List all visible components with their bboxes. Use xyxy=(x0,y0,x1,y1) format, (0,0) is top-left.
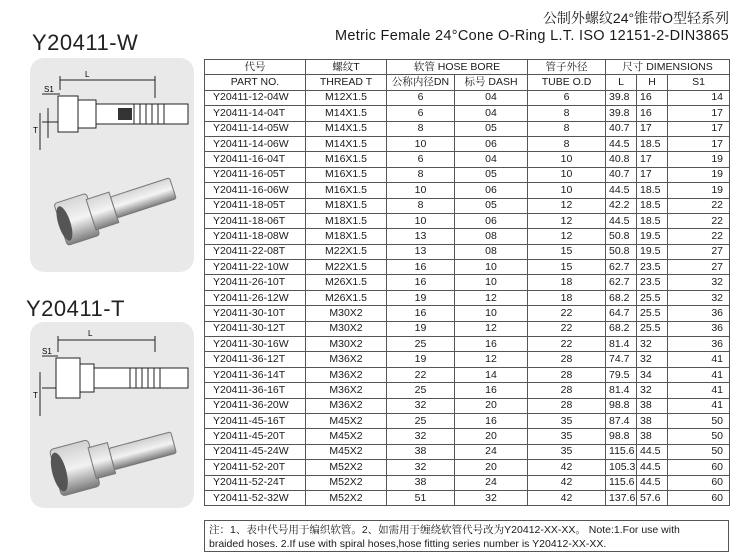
cell-thread: M22X1.5 xyxy=(306,244,387,259)
cell-l: 39.8 xyxy=(606,106,637,121)
footnote-line-2: braided hoses. 2.If use with spiral hoses,hose fitting series number is Y20412-XX-XX. xyxy=(209,538,607,550)
cell-thread: M45X2 xyxy=(306,413,387,428)
cell-s1: 41 xyxy=(668,367,730,382)
cell-dn: 25 xyxy=(387,337,455,352)
table-row xyxy=(205,367,730,382)
cell-l: 42.2 xyxy=(606,198,637,213)
cell-l: 40.8 xyxy=(606,152,637,167)
cell-dash: 12 xyxy=(455,321,528,336)
cell-part-no: Y20411-16-04T xyxy=(205,152,306,167)
cell-dash: 04 xyxy=(455,152,528,167)
cell-thread: M36X2 xyxy=(306,398,387,413)
cell-thread: M16X1.5 xyxy=(306,167,387,182)
col-hose-bore: 软管 HOSE BORE xyxy=(387,60,528,75)
cell-thread: M16X1.5 xyxy=(306,152,387,167)
cell-dash: 05 xyxy=(455,121,528,136)
col-l: L xyxy=(606,75,637,90)
cell-part-no: Y20411-30-16W xyxy=(205,337,306,352)
cell-thread: M52X2 xyxy=(306,475,387,490)
cell-dn: 16 xyxy=(387,306,455,321)
cell-h: 18.5 xyxy=(637,183,668,198)
product-panel-w xyxy=(30,58,194,272)
table-row xyxy=(205,475,730,490)
cell-dn: 38 xyxy=(387,475,455,490)
cell-dn: 32 xyxy=(387,460,455,475)
cell-tube: 6 xyxy=(528,90,606,105)
cell-l: 40.7 xyxy=(606,167,637,182)
cell-dn: 19 xyxy=(387,352,455,367)
cell-dn: 25 xyxy=(387,383,455,398)
cell-part-no: Y20411-14-04T xyxy=(205,106,306,121)
table-row xyxy=(205,460,730,475)
cell-h: 38 xyxy=(637,413,668,428)
cell-s1: 19 xyxy=(668,167,730,182)
title-english: Metric Female 24°Cone O-Ring L.T. ISO 12151-2-DIN3865 xyxy=(334,28,729,44)
table-row xyxy=(205,260,730,275)
footnote xyxy=(204,520,729,552)
cell-s1: 36 xyxy=(668,321,730,336)
cell-tube: 12 xyxy=(528,229,606,244)
cell-part-no: Y20411-12-04W xyxy=(205,90,306,105)
table-row xyxy=(205,90,730,105)
table-row xyxy=(205,398,730,413)
col-s1: S1 xyxy=(668,75,730,90)
col-thread: THREAD T xyxy=(306,75,387,90)
cell-dn: 19 xyxy=(387,321,455,336)
cell-tube: 28 xyxy=(528,383,606,398)
cell-dn: 13 xyxy=(387,244,455,259)
cell-dash: 20 xyxy=(455,429,528,444)
cell-l: 44.5 xyxy=(606,136,637,151)
cell-dn: 8 xyxy=(387,198,455,213)
cell-s1: 22 xyxy=(668,198,730,213)
cell-dash: 24 xyxy=(455,475,528,490)
cell-tube: 35 xyxy=(528,444,606,459)
cell-part-no: Y20411-14-06W xyxy=(205,136,306,151)
cell-h: 25.5 xyxy=(637,306,668,321)
cell-tube: 28 xyxy=(528,367,606,382)
cell-tube: 12 xyxy=(528,198,606,213)
table-row xyxy=(205,136,730,151)
cell-tube: 28 xyxy=(528,398,606,413)
cell-s1: 41 xyxy=(668,352,730,367)
cell-part-no: Y20411-45-24W xyxy=(205,444,306,459)
cell-tube: 42 xyxy=(528,475,606,490)
cell-s1: 17 xyxy=(668,136,730,151)
cell-l: 68.2 xyxy=(606,290,637,305)
cell-part-no: Y20411-45-20T xyxy=(205,429,306,444)
cell-part-no: Y20411-18-08W xyxy=(205,229,306,244)
cell-part-no: Y20411-16-06W xyxy=(205,183,306,198)
cell-tube: 28 xyxy=(528,352,606,367)
cell-l: 50.8 xyxy=(606,244,637,259)
cell-dn: 6 xyxy=(387,106,455,121)
cell-dash: 32 xyxy=(455,490,528,505)
cell-thread: M14X1.5 xyxy=(306,121,387,136)
cell-thread: M14X1.5 xyxy=(306,106,387,121)
cell-h: 25.5 xyxy=(637,321,668,336)
fitting-drawing-t xyxy=(30,322,194,508)
cell-thread: M18X1.5 xyxy=(306,229,387,244)
cell-dash: 24 xyxy=(455,444,528,459)
cell-l: 105.3 xyxy=(606,460,637,475)
cell-h: 44.5 xyxy=(637,460,668,475)
cell-l: 98.8 xyxy=(606,398,637,413)
cell-part-no: Y20411-16-05T xyxy=(205,167,306,182)
cell-part-no: Y20411-30-10T xyxy=(205,306,306,321)
cell-l: 115.6 xyxy=(606,444,637,459)
col-dimensions: 尺寸 DIMENSIONS xyxy=(606,60,730,75)
col-dn: 公称内径DN xyxy=(387,75,455,90)
cell-thread: M36X2 xyxy=(306,352,387,367)
cell-part-no: Y20411-18-05T xyxy=(205,198,306,213)
cell-tube: 18 xyxy=(528,275,606,290)
cell-dash: 05 xyxy=(455,167,528,182)
cell-h: 16 xyxy=(637,106,668,121)
cell-part-no: Y20411-36-14T xyxy=(205,367,306,382)
cell-h: 18.5 xyxy=(637,136,668,151)
cell-l: 115.6 xyxy=(606,475,637,490)
cell-part-no: Y20411-18-06T xyxy=(205,213,306,228)
cell-dn: 16 xyxy=(387,275,455,290)
col-part-no: PART NO. xyxy=(205,75,306,90)
cell-tube: 18 xyxy=(528,290,606,305)
cell-dash: 20 xyxy=(455,398,528,413)
cell-thread: M45X2 xyxy=(306,444,387,459)
cell-tube: 35 xyxy=(528,413,606,428)
cell-part-no: Y20411-36-20W xyxy=(205,398,306,413)
cell-dash: 06 xyxy=(455,183,528,198)
cell-s1: 14 xyxy=(668,90,730,105)
cell-dn: 6 xyxy=(387,152,455,167)
cell-dash: 05 xyxy=(455,198,528,213)
cell-tube: 10 xyxy=(528,167,606,182)
cell-part-no: Y20411-36-16T xyxy=(205,383,306,398)
dim-label-s1-t: S1 xyxy=(42,347,52,356)
col-dash: 标号 DASH xyxy=(455,75,528,90)
cell-part-no: Y20411-22-10W xyxy=(205,260,306,275)
cell-part-no: Y20411-52-32W xyxy=(205,490,306,505)
cell-thread: M12X1.5 xyxy=(306,90,387,105)
cell-tube: 15 xyxy=(528,244,606,259)
cell-s1: 27 xyxy=(668,260,730,275)
cell-dash: 20 xyxy=(455,460,528,475)
cell-h: 38 xyxy=(637,429,668,444)
cell-thread: M26X1.5 xyxy=(306,290,387,305)
cell-h: 44.5 xyxy=(637,475,668,490)
cell-dash: 16 xyxy=(455,413,528,428)
model-title-w: Y20411-W xyxy=(32,30,139,55)
cell-part-no: Y20411-36-12T xyxy=(205,352,306,367)
cell-dash: 08 xyxy=(455,229,528,244)
cell-dash: 14 xyxy=(455,367,528,382)
cell-dn: 6 xyxy=(387,90,455,105)
dim-label-t-t: T xyxy=(33,391,38,400)
cell-h: 38 xyxy=(637,398,668,413)
cell-tube: 10 xyxy=(528,152,606,167)
table-row xyxy=(205,290,730,305)
cell-dn: 32 xyxy=(387,429,455,444)
cell-tube: 10 xyxy=(528,183,606,198)
cell-h: 32 xyxy=(637,383,668,398)
cell-l: 62.7 xyxy=(606,275,637,290)
cell-tube: 8 xyxy=(528,106,606,121)
cell-l: 44.5 xyxy=(606,213,637,228)
cell-dash: 06 xyxy=(455,213,528,228)
table-row xyxy=(205,275,730,290)
dim-label-l-t: L xyxy=(88,329,93,338)
cell-part-no: Y20411-45-16T xyxy=(205,413,306,428)
cell-dn: 25 xyxy=(387,413,455,428)
cell-h: 18.5 xyxy=(637,213,668,228)
cell-tube: 42 xyxy=(528,460,606,475)
cell-s1: 36 xyxy=(668,337,730,352)
cell-s1: 60 xyxy=(668,475,730,490)
table-row xyxy=(205,337,730,352)
cell-s1: 41 xyxy=(668,398,730,413)
cell-thread: M52X2 xyxy=(306,490,387,505)
cell-l: 64.7 xyxy=(606,306,637,321)
cell-l: 39.8 xyxy=(606,90,637,105)
cell-thread: M16X1.5 xyxy=(306,183,387,198)
table-row xyxy=(205,167,730,182)
cell-s1: 19 xyxy=(668,152,730,167)
dim-label-s1: S1 xyxy=(44,85,54,94)
cell-thread: M36X2 xyxy=(306,383,387,398)
cell-h: 19.5 xyxy=(637,229,668,244)
cell-s1: 32 xyxy=(668,290,730,305)
cell-tube: 22 xyxy=(528,337,606,352)
cell-h: 18.5 xyxy=(637,198,668,213)
cell-s1: 17 xyxy=(668,121,730,136)
cell-thread: M45X2 xyxy=(306,429,387,444)
cell-h: 32 xyxy=(637,337,668,352)
cell-thread: M36X2 xyxy=(306,367,387,382)
cell-tube: 42 xyxy=(528,490,606,505)
col-tube: TUBE O.D xyxy=(528,75,606,90)
cell-dash: 04 xyxy=(455,90,528,105)
header-row-2 xyxy=(205,75,730,90)
cell-dn: 16 xyxy=(387,260,455,275)
cell-tube: 15 xyxy=(528,260,606,275)
fitting-drawing-w xyxy=(30,58,194,272)
cell-l: 74.7 xyxy=(606,352,637,367)
cell-s1: 22 xyxy=(668,229,730,244)
cell-s1: 17 xyxy=(668,106,730,121)
cell-s1: 50 xyxy=(668,413,730,428)
cell-s1: 36 xyxy=(668,306,730,321)
cell-h: 23.5 xyxy=(637,260,668,275)
cell-l: 68.2 xyxy=(606,321,637,336)
cell-h: 17 xyxy=(637,121,668,136)
cell-h: 57.6 xyxy=(637,490,668,505)
cell-h: 34 xyxy=(637,367,668,382)
table-row xyxy=(205,413,730,428)
cell-dash: 12 xyxy=(455,352,528,367)
cell-thread: M26X1.5 xyxy=(306,275,387,290)
cell-thread: M30X2 xyxy=(306,321,387,336)
table-row xyxy=(205,444,730,459)
table-row xyxy=(205,213,730,228)
cell-s1: 50 xyxy=(668,429,730,444)
cell-dash: 06 xyxy=(455,136,528,151)
cell-dn: 8 xyxy=(387,167,455,182)
cell-l: 81.4 xyxy=(606,337,637,352)
cell-dash: 04 xyxy=(455,106,528,121)
cell-l: 44.5 xyxy=(606,183,637,198)
table-row xyxy=(205,198,730,213)
cell-tube: 35 xyxy=(528,429,606,444)
cell-part-no: Y20411-26-10T xyxy=(205,275,306,290)
cell-l: 62.7 xyxy=(606,260,637,275)
cell-thread: M18X1.5 xyxy=(306,198,387,213)
title-chinese: 公制外螺纹24°锥带O型轻系列 xyxy=(542,10,729,26)
cell-part-no: Y20411-14-05W xyxy=(205,121,306,136)
table-row xyxy=(205,152,730,167)
table-row xyxy=(205,183,730,198)
cell-h: 17 xyxy=(637,152,668,167)
table-row xyxy=(205,429,730,444)
cell-dn: 51 xyxy=(387,490,455,505)
table-row xyxy=(205,383,730,398)
cell-dn: 10 xyxy=(387,136,455,151)
cell-thread: M22X1.5 xyxy=(306,260,387,275)
cell-part-no: Y20411-52-24T xyxy=(205,475,306,490)
cell-dash: 10 xyxy=(455,260,528,275)
cell-dash: 12 xyxy=(455,290,528,305)
cell-tube: 12 xyxy=(528,213,606,228)
cell-dn: 8 xyxy=(387,121,455,136)
table-row xyxy=(205,352,730,367)
cell-tube: 22 xyxy=(528,321,606,336)
cell-l: 98.8 xyxy=(606,429,637,444)
col-tube-cn: 管子外径 xyxy=(528,60,606,75)
footnote-line-1: 注：1、表中代号用于编织软管。2、如需用于缠绕软管代号改为Y20412-XX-XX。 Note:1.For use with xyxy=(209,524,680,536)
cell-dn: 22 xyxy=(387,367,455,382)
cell-s1: 19 xyxy=(668,183,730,198)
cell-s1: 60 xyxy=(668,460,730,475)
cell-dn: 10 xyxy=(387,183,455,198)
spec-table xyxy=(204,59,730,506)
cell-l: 50.8 xyxy=(606,229,637,244)
cell-part-no: Y20411-22-08T xyxy=(205,244,306,259)
cell-h: 25.5 xyxy=(637,290,668,305)
cell-l: 40.7 xyxy=(606,121,637,136)
cell-h: 23.5 xyxy=(637,275,668,290)
table-row xyxy=(205,321,730,336)
table-row xyxy=(205,229,730,244)
cell-dn: 13 xyxy=(387,229,455,244)
cell-tube: 22 xyxy=(528,306,606,321)
cell-s1: 60 xyxy=(668,490,730,505)
table-row xyxy=(205,106,730,121)
cell-s1: 41 xyxy=(668,383,730,398)
cell-dn: 19 xyxy=(387,290,455,305)
col-h: H xyxy=(637,75,668,90)
header-row-1 xyxy=(205,60,730,75)
cell-dash: 10 xyxy=(455,275,528,290)
cell-l: 137.6 xyxy=(606,490,637,505)
cell-l: 81.4 xyxy=(606,383,637,398)
cell-dash: 16 xyxy=(455,383,528,398)
cell-thread: M52X2 xyxy=(306,460,387,475)
dim-label-l: L xyxy=(85,70,90,79)
model-title-t: Y20411-T xyxy=(26,296,125,321)
cell-part-no: Y20411-26-12W xyxy=(205,290,306,305)
cell-s1: 50 xyxy=(668,444,730,459)
cell-h: 17 xyxy=(637,167,668,182)
cell-s1: 32 xyxy=(668,275,730,290)
cell-l: 87.4 xyxy=(606,413,637,428)
table-row xyxy=(205,306,730,321)
cell-dn: 38 xyxy=(387,444,455,459)
cell-dn: 32 xyxy=(387,398,455,413)
col-thread-cn: 螺纹T xyxy=(306,60,387,75)
cell-dash: 10 xyxy=(455,306,528,321)
cell-thread: M30X2 xyxy=(306,337,387,352)
cell-h: 32 xyxy=(637,352,668,367)
col-part-cn: 代号 xyxy=(205,60,306,75)
cell-h: 44.5 xyxy=(637,444,668,459)
cell-h: 19.5 xyxy=(637,244,668,259)
cell-thread: M14X1.5 xyxy=(306,136,387,151)
cell-s1: 22 xyxy=(668,213,730,228)
cell-part-no: Y20411-30-12T xyxy=(205,321,306,336)
cell-tube: 8 xyxy=(528,136,606,151)
cell-s1: 27 xyxy=(668,244,730,259)
cell-thread: M18X1.5 xyxy=(306,213,387,228)
dim-label-t: T xyxy=(33,126,38,135)
table-row xyxy=(205,244,730,259)
table-row xyxy=(205,121,730,136)
cell-tube: 8 xyxy=(528,121,606,136)
cell-dash: 16 xyxy=(455,337,528,352)
cell-part-no: Y20411-52-20T xyxy=(205,460,306,475)
product-panel-t xyxy=(30,322,194,508)
cell-h: 16 xyxy=(637,90,668,105)
cell-thread: M30X2 xyxy=(306,306,387,321)
cell-l: 79.5 xyxy=(606,367,637,382)
cell-dn: 10 xyxy=(387,213,455,228)
table-row xyxy=(205,490,730,505)
cell-dash: 08 xyxy=(455,244,528,259)
